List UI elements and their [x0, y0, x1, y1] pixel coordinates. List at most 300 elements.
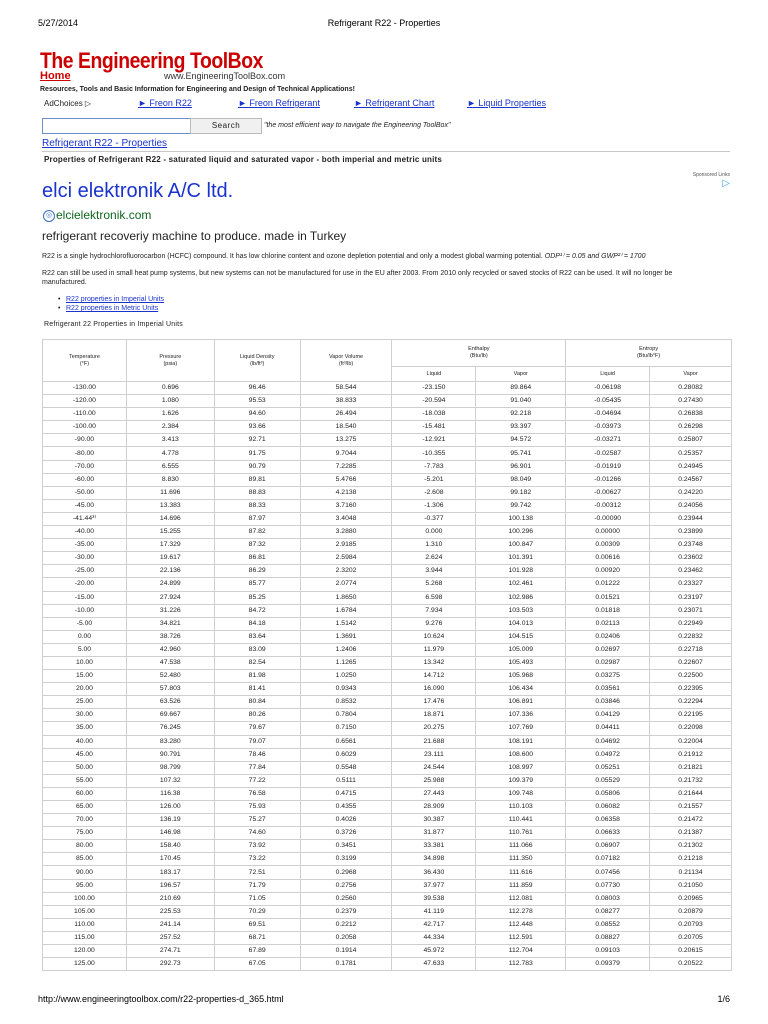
table-cell: 93.397: [476, 421, 566, 434]
table-cell: 0.26838: [650, 408, 732, 421]
table-cell: 0.00920: [566, 565, 650, 578]
ad-description: refrigerant recoveriy machine to produce. made in Turkey: [42, 229, 347, 243]
home-link[interactable]: Home: [40, 70, 71, 82]
table-cell: 73.22: [214, 853, 300, 866]
table-cell: 6.598: [392, 591, 476, 604]
table-row: [43, 656, 732, 669]
table-cell: 0.07730: [566, 879, 650, 892]
table-cell: 1.8650: [300, 591, 392, 604]
table-cell: 34.898: [392, 853, 476, 866]
table-cell: 0.22195: [650, 709, 732, 722]
table-cell: -0.06198: [566, 382, 650, 395]
table-cell: 58.544: [300, 382, 392, 395]
table-cell: -100.00: [43, 421, 127, 434]
table-cell: 0.08827: [566, 931, 650, 944]
table-row: [43, 774, 732, 787]
table-cell: 24.544: [392, 761, 476, 774]
table-cell: 3.4048: [300, 512, 392, 525]
table-cell: 0.22395: [650, 683, 732, 696]
table-cell: -1.306: [392, 499, 476, 512]
table-row: [43, 761, 732, 774]
table-cell: 95.00: [43, 879, 127, 892]
table-cell: 0.02406: [566, 630, 650, 643]
table-cell: 71.05: [214, 892, 300, 905]
table-cell: 210.69: [126, 892, 214, 905]
search-input[interactable]: [42, 118, 192, 134]
table-cell: 111.616: [476, 866, 566, 879]
table-cell: 0.08552: [566, 918, 650, 931]
table-cell: 0.22832: [650, 630, 732, 643]
table-cell: 111.350: [476, 853, 566, 866]
table-cell: 9.7044: [300, 447, 392, 460]
table-cell: 0.20965: [650, 892, 732, 905]
table-row: [43, 866, 732, 879]
table-cell: 0.25807: [650, 434, 732, 447]
table-cell: 17.476: [392, 696, 476, 709]
header-temperature: Temperature (°F): [43, 340, 127, 382]
table-cell: 115.00: [43, 931, 127, 944]
table-cell: 13.383: [126, 499, 214, 512]
table-cell: 101.928: [476, 565, 566, 578]
table-cell: 69.667: [126, 709, 214, 722]
table-row: [43, 604, 732, 617]
table-cell: 55.00: [43, 774, 127, 787]
table-cell: 116.38: [126, 787, 214, 800]
table-cell: 0.08003: [566, 892, 650, 905]
table-cell: 0.20615: [650, 945, 732, 958]
intro-metrics: ODP¹⁾ = 0.05 and GWP²⁾ = 1700: [544, 253, 646, 260]
table-cell: 90.791: [126, 748, 214, 761]
divider: [42, 151, 730, 152]
table-cell: 292.73: [126, 958, 214, 971]
table-cell: 15.00: [43, 670, 127, 683]
table-cell: 3.2880: [300, 526, 392, 539]
table-cell: -5.201: [392, 473, 476, 486]
table-cell: 76.58: [214, 787, 300, 800]
table-cell: 0.21912: [650, 748, 732, 761]
table-cell: 42.960: [126, 643, 214, 656]
table-cell: 0.01521: [566, 591, 650, 604]
table-cell: 0.6561: [300, 735, 392, 748]
header-entropy-liquid: Liquid: [566, 367, 650, 382]
table-row: [43, 879, 732, 892]
table-cell: 0.02697: [566, 643, 650, 656]
table-cell: 1.6784: [300, 604, 392, 617]
table-cell: 26.494: [300, 408, 392, 421]
table-cell: 0.05251: [566, 761, 650, 774]
table-cell: 83.280: [126, 735, 214, 748]
table-cell: -0.04694: [566, 408, 650, 421]
table-cell: 95.53: [214, 395, 300, 408]
table-cell: 80.00: [43, 840, 127, 853]
table-cell: 104.013: [476, 617, 566, 630]
table-cell: 0.7804: [300, 709, 392, 722]
table-cell: 0.21557: [650, 801, 732, 814]
table-cell: 14.712: [392, 670, 476, 683]
table-cell: 25.00: [43, 696, 127, 709]
table-row: [43, 434, 732, 447]
table-cell: 30.387: [392, 814, 476, 827]
table-cell: 0.04972: [566, 748, 650, 761]
table-cell: 0.00616: [566, 552, 650, 565]
table-cell: 83.64: [214, 630, 300, 643]
table-cell: -20.00: [43, 578, 127, 591]
ad-title[interactable]: elci elektronik A/C ltd.: [42, 180, 234, 202]
search-button[interactable]: Search: [190, 118, 262, 134]
table-cell: 183.17: [126, 866, 214, 879]
table-cell: 86.81: [214, 552, 300, 565]
table-cell: -12.921: [392, 434, 476, 447]
table-cell: 0.3451: [300, 840, 392, 853]
nav-link-refrigerant-chart[interactable]: ► Refrigerant Chart: [354, 98, 435, 108]
table-row: [43, 722, 732, 735]
table-cell: 112.278: [476, 905, 566, 918]
table-cell: 0.22500: [650, 670, 732, 683]
table-cell: 91.75: [214, 447, 300, 460]
table-cell: -0.03271: [566, 434, 650, 447]
table-cell: 0.5548: [300, 761, 392, 774]
header-pressure: Pressure (psia): [126, 340, 214, 382]
table-cell: 0.24056: [650, 499, 732, 512]
table-cell: 44.334: [392, 931, 476, 944]
table-cell: 70.29: [214, 905, 300, 918]
table-row: [43, 735, 732, 748]
table-cell: 70.00: [43, 814, 127, 827]
table-cell: 20.275: [392, 722, 476, 735]
table-cell: 0.000: [392, 526, 476, 539]
table-cell: 75.00: [43, 827, 127, 840]
table-row: [43, 460, 732, 473]
table-cell: 60.00: [43, 787, 127, 800]
table-cell: -90.00: [43, 434, 127, 447]
table-cell: 0.06907: [566, 840, 650, 853]
table-cell: -40.00: [43, 526, 127, 539]
table-cell: 0.04129: [566, 709, 650, 722]
table-cell: 0.22607: [650, 656, 732, 669]
table-cell: 3.944: [392, 565, 476, 578]
table-cell: 73.92: [214, 840, 300, 853]
table-cell: 92.71: [214, 434, 300, 447]
print-date: 5/27/2014: [38, 18, 79, 28]
table-cell: 112.081: [476, 892, 566, 905]
table-cell: 42.717: [392, 918, 476, 931]
table-cell: 1.3691: [300, 630, 392, 643]
table-row: [43, 748, 732, 761]
table-row: [43, 683, 732, 696]
usage-paragraph: R22 can still be used in small heat pump systems, but new systems can not be manufactured for use in the EU after 2003. From 2010 only recycled or saved stocks of R22 can be used. It will no longer be manufactured.: [42, 270, 673, 286]
table-cell: -130.00: [43, 382, 127, 395]
table-cell: 81.41: [214, 683, 300, 696]
table-cell: 107.336: [476, 709, 566, 722]
table-cell: 5.4766: [300, 473, 392, 486]
table-cell: -0.02587: [566, 447, 650, 460]
table-cell: 41.119: [392, 905, 476, 918]
table-cell: 105.009: [476, 643, 566, 656]
table-cell: 2.384: [126, 421, 214, 434]
table-cell: 1.0250: [300, 670, 392, 683]
table-cell: 274.71: [126, 945, 214, 958]
table-cell: 71.79: [214, 879, 300, 892]
table-row: [43, 395, 732, 408]
table-cell: -35.00: [43, 539, 127, 552]
table-cell: 79.67: [214, 722, 300, 735]
table-cell: 0.03275: [566, 670, 650, 683]
table-cell: 96.901: [476, 460, 566, 473]
table-cell: 16.090: [392, 683, 476, 696]
table-cell: 105.968: [476, 670, 566, 683]
table-cell: 15.255: [126, 526, 214, 539]
table-cell: 0.2058: [300, 931, 392, 944]
table-cell: 0.3199: [300, 853, 392, 866]
table-row: [43, 696, 732, 709]
table-cell: -50.00: [43, 486, 127, 499]
table-cell: 196.57: [126, 879, 214, 892]
table-cell: 0.20522: [650, 958, 732, 971]
link-metric-units[interactable]: • R22 properties in Metric Units: [66, 304, 164, 313]
table-cell: 84.18: [214, 617, 300, 630]
table-cell: 4.778: [126, 447, 214, 460]
table-cell: 109.748: [476, 787, 566, 800]
table-cell: 18.540: [300, 421, 392, 434]
table-cell: 100.00: [43, 892, 127, 905]
table-cell: 1.310: [392, 539, 476, 552]
table-cell: 94.572: [476, 434, 566, 447]
table-cell: 78.46: [214, 748, 300, 761]
table-cell: 109.379: [476, 774, 566, 787]
table-cell: 90.79: [214, 460, 300, 473]
table-cell: 110.441: [476, 814, 566, 827]
table-cell: -110.00: [43, 408, 127, 421]
table-cell: -15.00: [43, 591, 127, 604]
table-cell: 0.21644: [650, 787, 732, 800]
table-cell: 18.871: [392, 709, 476, 722]
table-cell: 24.899: [126, 578, 214, 591]
table-cell: 9.276: [392, 617, 476, 630]
breadcrumb[interactable]: Refrigerant R22 - Properties: [42, 138, 168, 149]
table-cell: 82.54: [214, 656, 300, 669]
table-row: [43, 512, 732, 525]
site-tagline: Resources, Tools and Basic Information for Engineering and Design of Technical Applications!: [40, 86, 355, 93]
header-entropy-vapor: Vapor: [650, 367, 732, 382]
table-cell: 25.988: [392, 774, 476, 787]
table-cell: 34.821: [126, 617, 214, 630]
table-cell: 30.00: [43, 709, 127, 722]
table-cell: 0.09379: [566, 958, 650, 971]
table-cell: 2.9185: [300, 539, 392, 552]
link-imperial-units[interactable]: • R22 properties in Imperial Units: [66, 295, 164, 304]
table-cell: 110.761: [476, 827, 566, 840]
table-cell: 1.626: [126, 408, 214, 421]
table-body: [43, 382, 732, 971]
table-row: [43, 958, 732, 971]
table-cell: 5.00: [43, 643, 127, 656]
table-cell: 0.22718: [650, 643, 732, 656]
table-cell: 0.07456: [566, 866, 650, 879]
intro-paragraph: [42, 252, 730, 260]
table-cell: -0.00312: [566, 499, 650, 512]
table-cell: 0.21218: [650, 853, 732, 866]
table-cell: 80.26: [214, 709, 300, 722]
table-cell: 93.66: [214, 421, 300, 434]
table-cell: 0.08277: [566, 905, 650, 918]
table-cell: 87.97: [214, 512, 300, 525]
table-cell: 0.00000: [566, 526, 650, 539]
table-cell: 0.20705: [650, 931, 732, 944]
table-cell: 0.7150: [300, 722, 392, 735]
table-cell: 0.2968: [300, 866, 392, 879]
table-cell: 110.103: [476, 801, 566, 814]
table-cell: -20.594: [392, 395, 476, 408]
table-cell: 47.538: [126, 656, 214, 669]
table-cell: 1.5142: [300, 617, 392, 630]
table-cell: 90.00: [43, 866, 127, 879]
table-cell: 4.2138: [300, 486, 392, 499]
table-cell: 0.2756: [300, 879, 392, 892]
table-cell: 89.864: [476, 382, 566, 395]
table-cell: 0.24945: [650, 460, 732, 473]
table-cell: 0.1781: [300, 958, 392, 971]
table-cell: 84.72: [214, 604, 300, 617]
table-cell: 99.182: [476, 486, 566, 499]
table-cell: 77.22: [214, 774, 300, 787]
table-cell: -23.150: [392, 382, 476, 395]
table-cell: 87.82: [214, 526, 300, 539]
table-row: [43, 382, 732, 395]
table-row: [43, 617, 732, 630]
ad-url[interactable]: elcielektronik.com: [56, 208, 152, 222]
table-row: [43, 473, 732, 486]
table-cell: -18.038: [392, 408, 476, 421]
table-cell: 80.84: [214, 696, 300, 709]
table-cell: 74.60: [214, 827, 300, 840]
print-url: http://www.engineeringtoolbox.com/r22-properties-d_365.html: [38, 994, 284, 1004]
table-cell: 21.688: [392, 735, 476, 748]
table-cell: 2.5984: [300, 552, 392, 565]
table-cell: 39.538: [392, 892, 476, 905]
nav-link-freon-refrigerant[interactable]: ► Freon Refrigerant: [238, 98, 320, 108]
table-cell: 20.00: [43, 683, 127, 696]
table-row: [43, 840, 732, 853]
table-cell: 0.06633: [566, 827, 650, 840]
table-row: [43, 814, 732, 827]
table-cell: -80.00: [43, 447, 127, 460]
table-row: [43, 408, 732, 421]
table-cell: 101.391: [476, 552, 566, 565]
table-cell: 37.977: [392, 879, 476, 892]
table-row: [43, 827, 732, 840]
nav-link-freon-r22[interactable]: ► Freon R22: [138, 98, 192, 108]
table-cell: 104.515: [476, 630, 566, 643]
table-cell: 0.2379: [300, 905, 392, 918]
table-row: [43, 892, 732, 905]
table-cell: 0.06082: [566, 801, 650, 814]
table-cell: 1.2406: [300, 643, 392, 656]
table-cell: -0.03973: [566, 421, 650, 434]
table-cell: 100.847: [476, 539, 566, 552]
table-row: [43, 630, 732, 643]
table-cell: 63.526: [126, 696, 214, 709]
table-cell: 27.443: [392, 787, 476, 800]
table-cell: 36.430: [392, 866, 476, 879]
table-cell: 7.2285: [300, 460, 392, 473]
table-cell: 106.891: [476, 696, 566, 709]
table-cell: 0.04411: [566, 722, 650, 735]
table-row: [43, 853, 732, 866]
nav-link-liquid-properties[interactable]: ► Liquid Properties: [467, 98, 546, 108]
table-cell: 112.783: [476, 958, 566, 971]
table-cell: 257.52: [126, 931, 214, 944]
table-cell: -45.00: [43, 499, 127, 512]
table-cell: 0.22004: [650, 735, 732, 748]
table-cell: 0.22294: [650, 696, 732, 709]
table-cell: 13.342: [392, 656, 476, 669]
table-cell: 45.00: [43, 748, 127, 761]
table-cell: 0.1914: [300, 945, 392, 958]
table-cell: -10.355: [392, 447, 476, 460]
table-cell: 5.268: [392, 578, 476, 591]
table-cell: 0.4026: [300, 814, 392, 827]
table-cell: 0.05529: [566, 774, 650, 787]
table-cell: 11.696: [126, 486, 214, 499]
table-cell: 112.448: [476, 918, 566, 931]
table-cell: 105.00: [43, 905, 127, 918]
table-cell: 136.19: [126, 814, 214, 827]
table-cell: 241.14: [126, 918, 214, 931]
header-entropy: Entropy (Btu/lb°F): [566, 340, 732, 367]
table-cell: 31.877: [392, 827, 476, 840]
table-cell: 0.3726: [300, 827, 392, 840]
table-cell: -0.377: [392, 512, 476, 525]
table-cell: 10.00: [43, 656, 127, 669]
table-row: [43, 486, 732, 499]
table-cell: 0.27430: [650, 395, 732, 408]
table-cell: 85.77: [214, 578, 300, 591]
table-cell: 77.84: [214, 761, 300, 774]
table-cell: 0.21821: [650, 761, 732, 774]
table-cell: -15.481: [392, 421, 476, 434]
table-cell: 0.21302: [650, 840, 732, 853]
table-cell: -0.00627: [566, 486, 650, 499]
table-cell: 67.05: [214, 958, 300, 971]
table-cell: 112.591: [476, 931, 566, 944]
table-cell: -0.00090: [566, 512, 650, 525]
table-cell: 88.33: [214, 499, 300, 512]
table-cell: 0.09103: [566, 945, 650, 958]
table-cell: 3.413: [126, 434, 214, 447]
header-vapor-volume: Vapor Volume (ft³/lb): [300, 340, 392, 382]
table-cell: 107.32: [126, 774, 214, 787]
table-cell: 0.24567: [650, 473, 732, 486]
table-cell: 11.979: [392, 643, 476, 656]
table-cell: 105.493: [476, 656, 566, 669]
table-cell: 45.972: [392, 945, 476, 958]
table-cell: -25.00: [43, 565, 127, 578]
table-cell: 91.040: [476, 395, 566, 408]
ad-choices-icon[interactable]: ▷: [722, 178, 730, 189]
table-row: [43, 918, 732, 931]
table-cell: 0.03846: [566, 696, 650, 709]
table-cell: 0.23602: [650, 552, 732, 565]
table-cell: 0.20793: [650, 918, 732, 931]
table-cell: 87.32: [214, 539, 300, 552]
globe-icon: ◎: [43, 210, 55, 222]
table-cell: 38.726: [126, 630, 214, 643]
adchoices-label[interactable]: AdChoices ▷: [44, 99, 92, 108]
table-cell: 27.924: [126, 591, 214, 604]
table-cell: 1.1265: [300, 656, 392, 669]
table-cell: 72.51: [214, 866, 300, 879]
table-cell: 92.218: [476, 408, 566, 421]
